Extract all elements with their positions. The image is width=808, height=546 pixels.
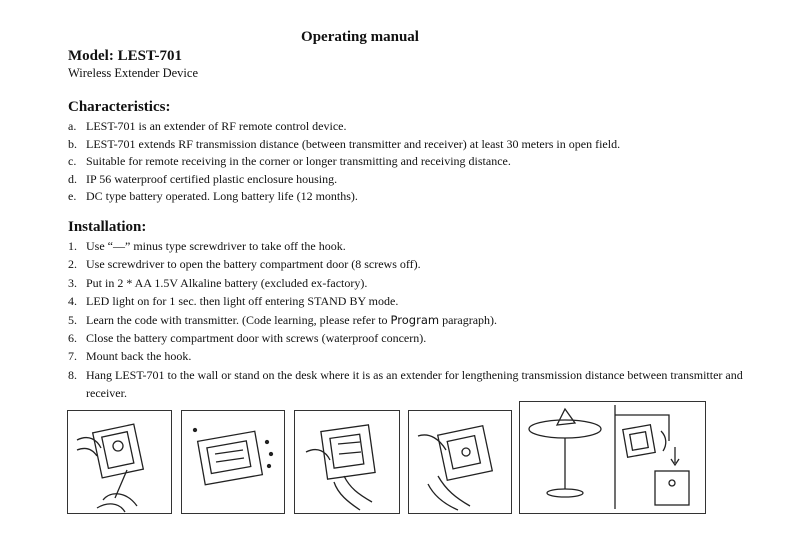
list-marker: 5. xyxy=(68,312,77,327)
installation-list xyxy=(68,237,748,403)
list-marker: 4. xyxy=(68,294,77,309)
installation-heading: Installation: xyxy=(68,219,147,235)
list-marker: a. xyxy=(68,119,77,133)
list-marker: d. xyxy=(68,171,77,186)
list-text: IP 56 waterproof certified plastic enclosure housing. xyxy=(86,171,338,186)
list-item xyxy=(68,188,748,206)
desk-and-wall-mount-illustration xyxy=(519,401,706,514)
remove-hook-screwdriver-illustration xyxy=(67,410,172,514)
list-text-after: paragraph). xyxy=(439,312,498,327)
list-marker: 1. xyxy=(68,239,77,253)
list-marker: 7. xyxy=(68,349,77,364)
battery-compartment-screws-illustration xyxy=(181,410,285,514)
list-text: LED light on for 1 sec. then light off entering STAND BY mode. xyxy=(86,294,399,309)
characteristics-list xyxy=(68,118,748,206)
list-item xyxy=(68,136,748,154)
list-item xyxy=(68,171,748,189)
characteristics-heading: Characteristics: xyxy=(68,99,171,115)
close-compartment-illustration xyxy=(408,410,512,514)
list-item xyxy=(68,255,748,273)
list-item xyxy=(68,366,748,403)
list-item xyxy=(68,153,748,171)
list-marker: 2. xyxy=(68,257,77,272)
list-text: Mount back the hook. xyxy=(86,349,192,364)
list-text xyxy=(86,311,748,329)
list-marker: 3. xyxy=(68,275,77,290)
list-text: LEST-701 is an extender of RF remote control device. xyxy=(86,119,347,133)
list-item xyxy=(68,118,748,136)
list-text: Use “—” minus type screwdriver to take off the hook. xyxy=(86,239,346,253)
list-text: Put in 2 * AA 1.5V Alkaline battery (excluded ex-factory). xyxy=(86,275,368,290)
list-text: Close the battery compartment door with screws (waterproof concern). xyxy=(86,330,427,345)
list-text-before: Learn the code with transmitter. (Code learning, please refer to xyxy=(86,312,391,327)
list-marker: 8. xyxy=(68,367,77,382)
insert-battery-illustration xyxy=(294,410,400,514)
list-marker: b. xyxy=(68,136,77,151)
list-item xyxy=(68,311,748,329)
list-text: LEST-701 extends RF transmission distance (between transmitter and receiver) at least 30 meters in open field. xyxy=(86,136,621,151)
list-item xyxy=(68,292,748,310)
program-reference: Program xyxy=(390,312,440,327)
list-text: Suitable for remote receiving in the corner or longer transmitting and receiving distance. xyxy=(86,154,511,169)
list-text: Use screwdriver to open the battery compartment door (8 screws off). xyxy=(86,257,421,272)
list-marker: c. xyxy=(68,154,77,169)
device-subtitle: Wireless Extender Device xyxy=(68,66,198,80)
document-title: Operating manual xyxy=(301,29,419,45)
list-marker: 6. xyxy=(68,330,77,345)
list-marker: e. xyxy=(68,189,77,204)
list-item xyxy=(68,347,748,365)
list-text: DC type battery operated. Long battery life (12 months). xyxy=(86,189,358,204)
list-text: Hang LEST-701 to the wall or stand on the desk where it is as an extender for lengthening transmission distance between transmitter and receiver. xyxy=(86,367,743,401)
list-item xyxy=(68,237,748,255)
list-item xyxy=(68,274,748,292)
list-item xyxy=(68,329,748,347)
model-heading: Model: LEST-701 xyxy=(68,48,183,64)
